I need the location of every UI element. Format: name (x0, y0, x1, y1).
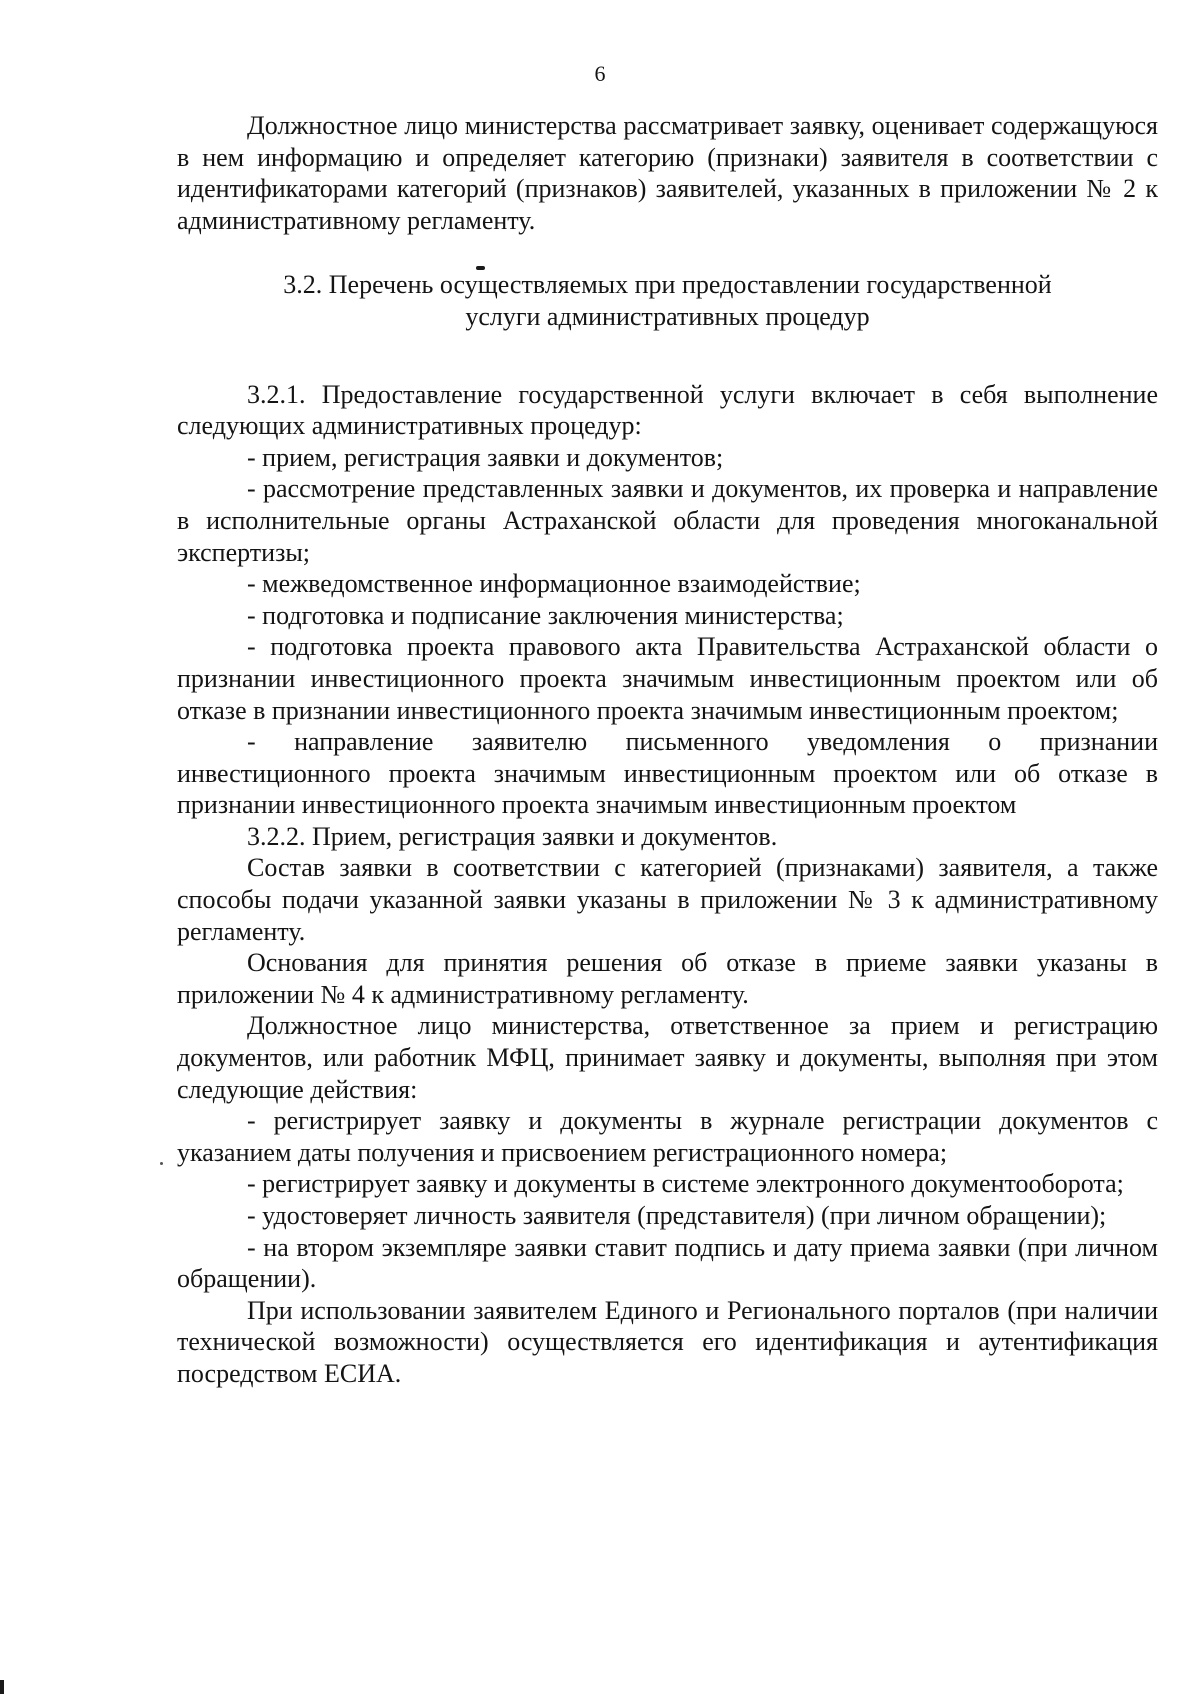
list-item-action: - регистрирует заявку и документы в журнале регистрации документов с указанием даты получения и присвоением регистрационного номера; (177, 1106, 1158, 1167)
page-number: 6 (594, 61, 606, 86)
paragraph-official-actions: Должностное лицо министерства, ответственное за прием и регистрацию документов, или работник МФЦ, принимает заявку и документы, выполняя при этом следующие действия: (177, 1011, 1158, 1104)
scan-edge-mark (0, 1680, 4, 1694)
list-item-procedure: - подготовка и подписание заключения министерства; (247, 600, 844, 630)
list-item-procedure: - направление заявителю письменного уведомления о признании инвестиционного проекта значимым инвестиционным проектом или об отказе в признании инвестиционного проекта значимым инвестиционным проектом (177, 727, 1158, 820)
paragraph-3-2-2: 3.2.2. Прием, регистрация заявки и документов. (247, 821, 778, 851)
scan-artifact-speck (160, 1162, 163, 1165)
list-item-action: - на втором экземпляре заявки ставит подпись и дату приема заявки (при личном обращении). (177, 1232, 1158, 1294)
paragraph-3-2-1: 3.2.1. Предоставление государственной услуги включает в себя выполнение следующих административных процедур: (177, 379, 1158, 441)
document-body (177, 110, 1158, 1390)
list-item-procedure: - рассмотрение представленных заявки и документов, их проверка и направление в исполнительные органы Астраханской области для проведения многоканальной экспертизы; (177, 474, 1158, 567)
list-item-procedure: - прием, регистрация заявки и документов; (247, 442, 724, 472)
paragraph-esia: При использовании заявителем Единого и Регионального порталов (при наличии технической возможности) осуществляется его идентификация и аутентификация посредством ЕСИА. (177, 1295, 1158, 1388)
intro-paragraph: Должностное лицо министерства рассматривает заявку, оценивает содержащуюся в нем информацию и определяет категорию (признаки) заявителя в соответствии с идентификаторами категорий (признаков) заявителей, указанных в приложении № 2 к административному регламенту. (177, 111, 1158, 235)
section-heading-line-1: 3.2. Перечень осуществляемых при предоставлении государственной (283, 270, 1052, 300)
list-item-action: - регистрирует заявку и документы в системе электронного документооборота; (247, 1169, 1124, 1199)
list-item-procedure: - подготовка проекта правового акта Правительства Астраханской области о признании инвестиционного проекта значимым инвестиционным проектом или об отказе в признании инвестиционного проекта значимым инвестиционным проектом; (177, 632, 1158, 725)
paragraph-application-composition: Состав заявки в соответствии с категорией (признаками) заявителя, а также способы подачи указанной заявки указаны в приложении № 3 к административному регламенту. (177, 853, 1158, 946)
paragraph-refusal-grounds: Основания для принятия решения об отказе в приеме заявки указаны в приложении № 4 к административному регламенту. (177, 948, 1158, 1009)
section-heading-line-2: услуги административных процедур (465, 301, 870, 331)
list-item-action: - удостоверяет личность заявителя (представителя) (при личном обращении); (247, 1201, 1107, 1230)
list-item-procedure: - межведомственное информационное взаимодействие; (247, 569, 861, 599)
section-heading (177, 269, 1158, 332)
